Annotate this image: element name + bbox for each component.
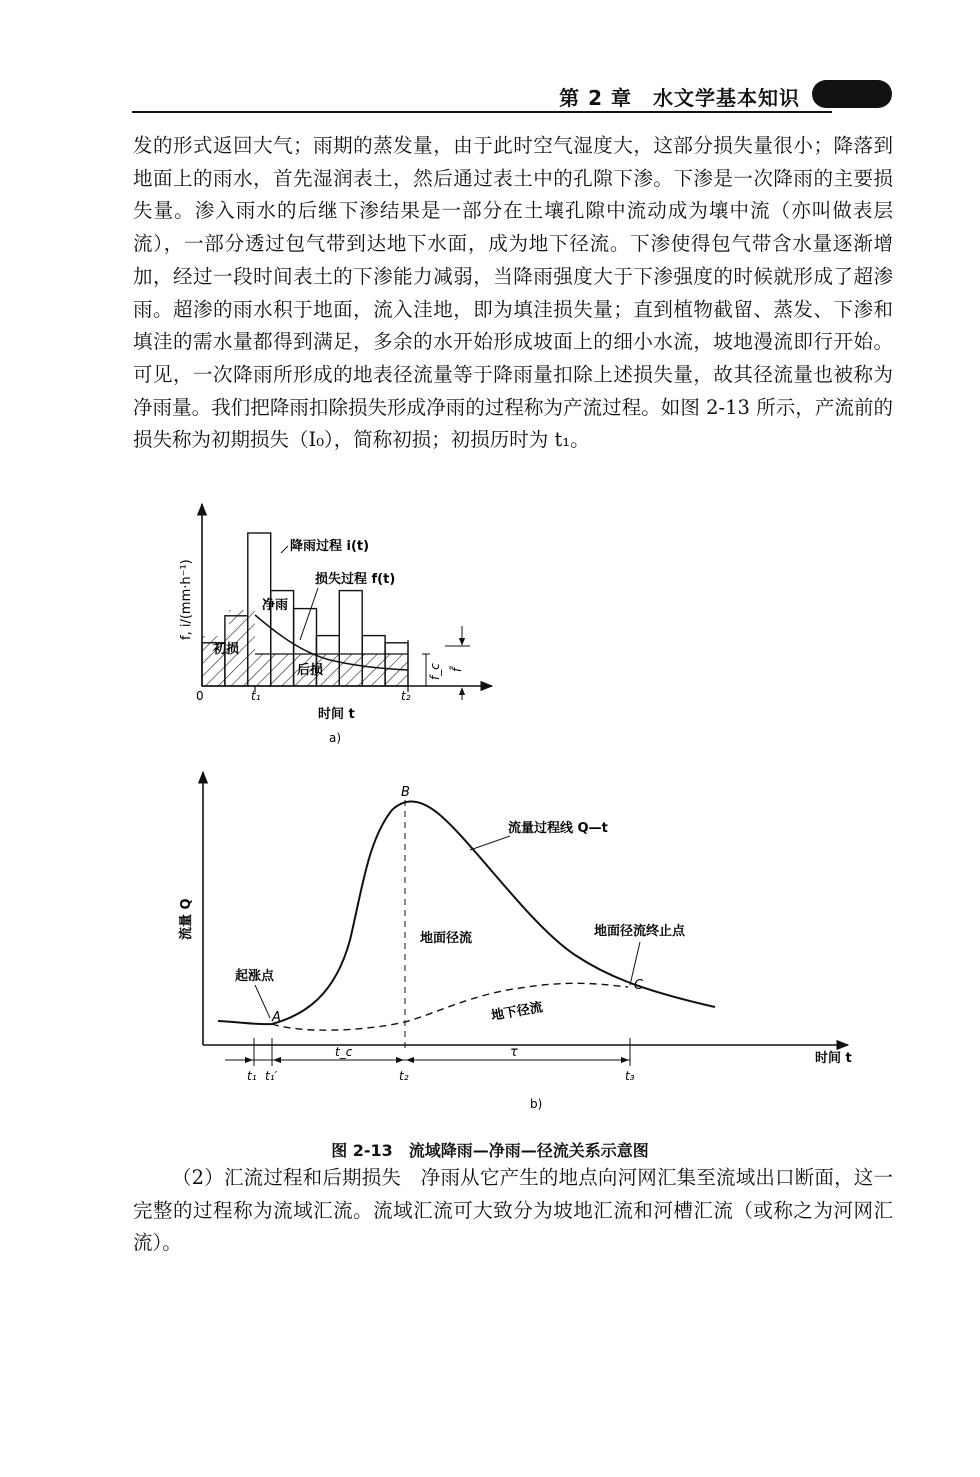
chapter-title: 第 2 章 水文学基本知识 <box>559 86 800 110</box>
fig-b-label-start: 起涨点 <box>235 969 275 984</box>
fig-b-label-tc: t_c <box>335 1045 353 1059</box>
fig-b-tick-t1: t₁ <box>247 1069 257 1083</box>
fig-b-label-end: 地面径流终止点 <box>594 924 686 939</box>
fig-b-xlabel: 时间 t <box>815 1051 852 1066</box>
figure-caption: 图 2-13 流域降雨—净雨—径流关系示意图 <box>331 1141 649 1160</box>
fig-a-label-loss: 损失过程 f(t) <box>315 572 396 587</box>
fig-b-tick-t1p: t₁′ <box>265 1069 278 1083</box>
body-paragraph-2: （2）汇流过程和后期损失 净雨从它产生的地点向河网汇集至流域出口断面，这一完整的过程称为流域汇流。流域汇流可大致分为坡地汇流和河槽汇流（或称之为河网汇流）。 <box>133 1166 893 1255</box>
fig-a-label-initial: 初损 <box>213 642 240 657</box>
fig-a-tick-0: 0 <box>196 689 204 703</box>
fig-a-label-net: 净雨 <box>262 598 289 613</box>
fig-a-label-fbar: f̄ <box>450 667 464 672</box>
fig-b-label-curve: 流量过程线 Q—t <box>508 821 608 836</box>
fig-b-point-C: C <box>634 978 644 993</box>
fig-b-label-surface: 地面径流 <box>420 931 473 946</box>
fig-a-tick-t2: t₂ <box>401 689 411 703</box>
fig-a-label-rain: 降雨过程 i(t) <box>290 539 370 554</box>
fig-b-tick-t2: t₂ <box>399 1069 409 1083</box>
fig-b-sublabel: b) <box>530 1097 543 1111</box>
fig-a-label-later: 后损 <box>297 663 324 678</box>
fig-a-ylabel: f, i/(mm·h⁻¹) <box>179 559 194 640</box>
fig-b-ylabel: 流量 Q <box>179 898 194 940</box>
fig-a-sublabel: a) <box>329 731 342 745</box>
fig-b-point-A: A <box>272 1010 281 1025</box>
fig-b-point-B: B <box>401 785 410 800</box>
body-paragraph-1: 发的形式返回大气；雨期的蒸发量，由于此时空气湿度大，这部分损失量很小；降落到地面上的雨水，首先湿润表土，然后通过表土中的孔隙下渗。下渗是一次降雨的主要损失量。渗入雨水的后继下渗结果是一部分在土壤孔隙中流动成为壤中流（亦叫做表层流），一部分透过包气带到达地下水面，成为地下径流。下渗使得包气带含水量逐渐增加，经过一段时间表土的下渗能力减弱，当降雨强度大于下渗强度的时候就形成了超渗雨。超渗的雨水积于地面，流入洼地，即为填洼损失量；直到植物截留、蒸发、下渗和填洼的需水量都得到满足，多余的水开始形成坡面上的细小水流，坡地漫流即行开始。可见，一次降雨所形成的地表径流量等于降雨量扣除上述损失量，故其径流量也被称为净雨量。我们把降雨扣除损失形成净雨的过程称为产流过程。如图 2-13 所示，产流前的损失称为初期损失（I₀），简称初损；初损历时为 t₁。 <box>133 134 893 452</box>
fig-b-tick-t3: t₃ <box>625 1069 635 1083</box>
fig-b-label-tau: τ <box>510 1045 518 1060</box>
fig-a-label-fc: f_c <box>428 663 442 680</box>
fig-a-tick-t1: t₁ <box>251 689 261 703</box>
fig-a-xlabel: 时间 t <box>318 707 355 722</box>
fig-b-label-ground: 地下径流 <box>490 1000 544 1024</box>
